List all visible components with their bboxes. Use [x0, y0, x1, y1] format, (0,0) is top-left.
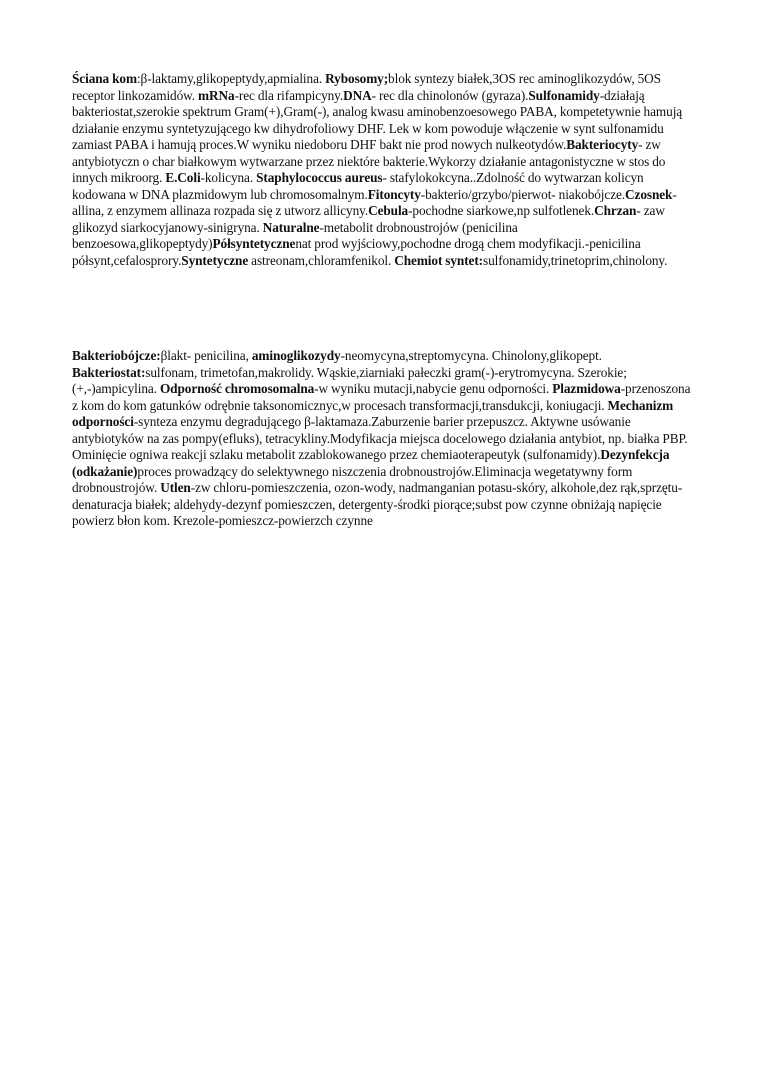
text-run: sulfonam, trimetofan,makrolidy. Wąskie,ziarniaki pałeczki gram(-)-erytromycyna. Szerokie;(+,-)ampicylina. — [72, 364, 627, 396]
text-run: nat prod wyjściowy,pochodne drogą chem modyfikacji.-penicilina półsynt,cefalosprory. — [72, 236, 641, 268]
text-run: - zaw glikozyd siarkocyjanowy-sinigryna. — [72, 203, 665, 235]
text-run: βlakt- penicilina, — [160, 348, 252, 363]
text-run: -przenoszona z kom do kom gatunków odrębnie taksonomicznyc,w procesach transformacji,transdukcji, koniugacji. — [72, 381, 691, 413]
bold-term: Chemiot syntet: — [394, 252, 484, 268]
paragraph-bactericidal-resistance — [72, 348, 692, 530]
bold-term: E.Coli — [165, 170, 201, 185]
bold-term: Fitoncyty — [367, 186, 421, 202]
text-run: sulfonamidy,trinetoprim,chinolony. — [483, 252, 668, 268]
paragraph-antibiotic-targets — [72, 71, 692, 269]
bold-term: Bakteriocyty — [566, 137, 639, 152]
text-run: - rec dla chinolonów (gyraza). — [371, 87, 529, 103]
text-run: -pochodne siarkowe,np sulfotlenek. — [408, 203, 595, 218]
bold-term: Mechanizm odporności — [72, 397, 674, 429]
text-run: -w wyniku mutacji,nabycie genu odporności. — [314, 381, 553, 396]
bold-term: Syntetyczne — [181, 252, 249, 268]
bold-term: Czosnek — [625, 186, 673, 202]
text-run: -synteza enzymu degradującego β-laktamaza.Zaburzenie barier przepuszcz. Aktywne usówanie antybiotyków na zas pompy(efluks), tetracykliny.Modyfikacja miejsca docelowego działania antybiot, np. białka PBP. Ominięcie ogniwa reakcji szlaku metabolit zzablokowanego przez chemiaoterapeutyk (sulfonamidy). — [72, 414, 688, 462]
text-run: - zw antybiotyczn o char białkowym wytwarzane przez niektóre bakterie.Wykorzy działanie antagonistyczne w stos do innych mikroorg. — [72, 137, 666, 185]
bold-term: Bakteriostat: — [72, 364, 146, 380]
text-run: proces prowadzący do selektywnego niszczenia drobnoustrojów.Eliminacja wegetatywny form drobnoustrojów. — [72, 463, 633, 495]
bold-term: Chrzan — [594, 203, 637, 218]
text-run: astreonam,chloramfenikol. — [248, 252, 395, 268]
bold-term: Sulfonamidy — [528, 87, 600, 103]
bold-term: Staphylococcus aureus — [256, 170, 383, 185]
text-run: :β-laktamy,glikopeptydy,apmialina. — [136, 71, 326, 86]
bold-term: Cebula — [368, 203, 409, 218]
text-run: -kolicyna. — [200, 170, 257, 185]
text-run: -bakterio/grzybo/pierwot- niakobójcze. — [420, 186, 626, 202]
text-run: -działają bakteriostat,szerokie spektrum Gram(+),Gram(-), analog kwasu aminobenzoesowego PABA, kompetetywnie hamują działanie enzymu syntetyzującego kw dihydrofoliowy DHF. Lek w kom powoduje włączenie w synt sulfonamidu zamiast PABA i hamują proces.W wyniku niedoboru DHF bakt nie prod nowych nulkeotydów. — [72, 87, 683, 152]
bold-term: Rybosomy; — [325, 71, 389, 86]
bold-term: Dezynfekcja (odkażanie) — [72, 447, 670, 479]
text-run: -metabolit drobnoustrojów (penicilina benzoesowa,glikopeptydy) — [72, 219, 518, 251]
bold-term: aminoglikozydy — [251, 348, 341, 363]
text-run: blok syntezy białek,3OS rec aminoglikozydów, 5OS receptor linkozamidów. — [72, 71, 661, 103]
bold-term: Bakteriobójcze: — [72, 348, 161, 363]
bold-term: Odporność chromosomalna — [159, 381, 315, 396]
bold-term: mRNa — [198, 87, 235, 103]
bold-term: DNA — [343, 87, 372, 103]
bold-term: Utlen — [160, 480, 191, 495]
text-run: -zw chloru-pomieszczenia, ozon-wody, nadmanganian potasu-skóry, alkohole,dez rąk,sprzętu-denaturacja białek; aldehydy-dezynf pomieszczen, detergenty-środki piorące;subst pow czynne obniżają napięcie powierz błon kom. Krezole-pomieszcz-powierzch czynne — [72, 480, 683, 528]
text-run: - stafylokokcyna..Zdolność do wytwarzan kolicyn kodowana w DNA plazmidowym lub chromosomalnym. — [72, 170, 644, 202]
text-run: -allina, z enzymem allinaza rozpada się z utworz allicyny. — [72, 186, 677, 218]
text-run: -rec dla rifampicyny. — [234, 87, 344, 103]
bold-term: Naturalne — [262, 219, 320, 235]
text-run: -neomycyna,streptomycyna. Chinolony,glikopept. — [340, 348, 602, 363]
bold-term: Półsyntetyczne — [212, 236, 296, 251]
bold-term: Plazmidowa — [552, 381, 621, 396]
bold-term: Ściana kom — [72, 71, 137, 86]
